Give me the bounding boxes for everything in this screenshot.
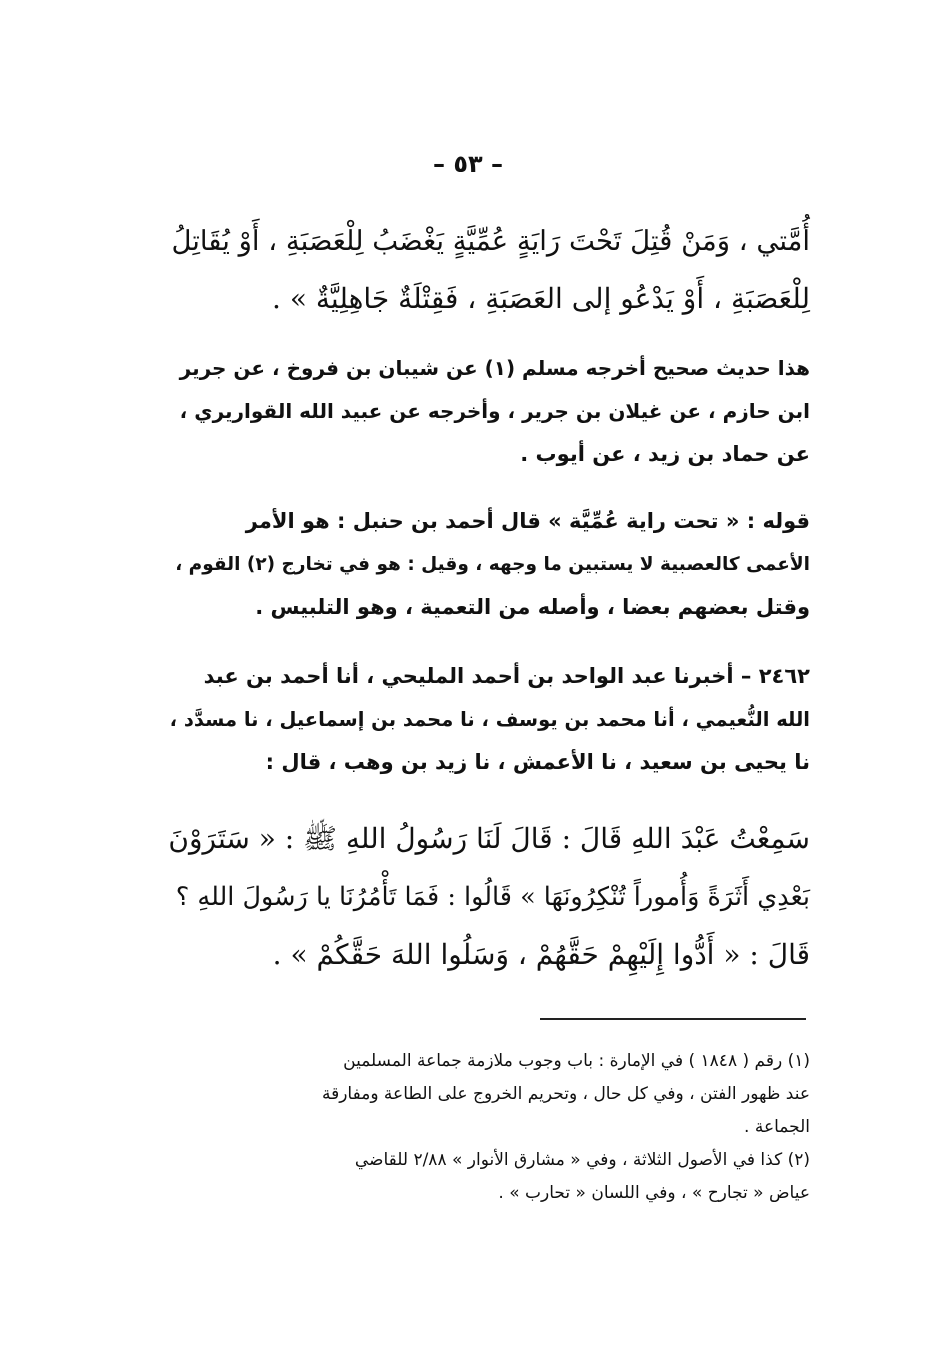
footnote-line: (١) رقم ( ١٨٤٨ ) في الإمارة : باب وجوب ملازمة جماعة المسلمين: [343, 1051, 810, 1071]
text-line: نا يحيى بن سعيد ، نا الأعمش ، نا زيد بن وهب ، قال :: [265, 750, 810, 774]
footnote-line: الجماعة .: [744, 1117, 810, 1137]
footnotes: [165, 1045, 810, 1210]
footnote-divider: [540, 1018, 806, 1020]
footnote-line: عياض « تجارح » ، وفي اللسان « تحارب » .: [498, 1183, 810, 1203]
text-line: بَعْدِي أَثَرَةً وَأُموراً تُنْكِرُونَهَا » قَالُوا : فَمَا تَأْمُرُنَا يا رَسُولَ اللهِ ؟: [175, 882, 810, 912]
text-line: لِلْعَصَبَةِ ، أَوْ يَدْعُو إلى العَصَبَةِ ، فَقِتْلَةٌ جَاهِلِيَّةٌ » .: [272, 282, 810, 315]
sharh-paragraph: [165, 500, 810, 629]
footnote-line: (٢) كذا في الأصول الثلاثة ، وفي « مشارق الأنوار » ٢/٨٨ للقاضي: [354, 1150, 810, 1170]
text-line: سَمِعْتُ عَبْدَ اللهِ قَالَ : قَالَ لَنَا رَسُولُ اللهِ ﷺ : « سَتَرَوْنَ: [168, 822, 810, 855]
text-line: عن حماد بن زيد ، عن أيوب .: [520, 442, 810, 466]
takhrij-paragraph: [165, 347, 810, 476]
isnad-paragraph: [165, 655, 810, 784]
page-number: – ٥٣ –: [432, 150, 503, 178]
hadith-text-main: [165, 810, 810, 984]
hadith-text-top: [165, 212, 810, 328]
text-line: قَالَ : « أَدُّوا إِلَيْهِمْ حَقَّهُمْ ، وَسَلُوا اللهَ حَقَّكُمْ » .: [272, 938, 810, 971]
text-line: ابن حازم ، عن غيلان بن جرير ، وأخرجه عن عبيد الله القواريري ،: [179, 399, 810, 423]
text-line: قوله : « تحت راية عُمِّيَّة » قال أحمد بن حنبل : هو الأمر: [245, 509, 810, 533]
text-line: ٢٤٦٢ – أخبرنا عبد الواحد بن أحمد المليحي ، أنا أحمد بن عبد: [203, 664, 810, 688]
text-line: الله النُّعيمي ، أنا محمد بن يوسف ، نا محمد بن إسماعيل ، نا مسدَّد ،: [169, 708, 810, 731]
text-line: وقتل بعضهم بعضا ، وأصله من التعمية ، وهو التلبيس .: [255, 595, 810, 619]
text-line: أُمَّتي ، وَمَنْ قُتِلَ تَحْتَ رَايَةٍ عُمِّيَّةٍ يَغْضَبُ لِلْعَصَبَةِ ، أَوْ يُقَاتِلُ: [171, 225, 810, 257]
text-line: هذا حديث صحيح أخرجه مسلم (١) عن شيبان بن فروخ ، عن جرير: [179, 356, 810, 380]
text-line: الأعمى كالعصبية لا يستبين ما وجهه ، وقيل : هو في تخارج (٢) القوم ،: [175, 554, 810, 575]
footnote-line: عند ظهور الفتن ، وفي كل حال ، وتحريم الخروج على الطاعة ومفارقة: [321, 1084, 810, 1104]
